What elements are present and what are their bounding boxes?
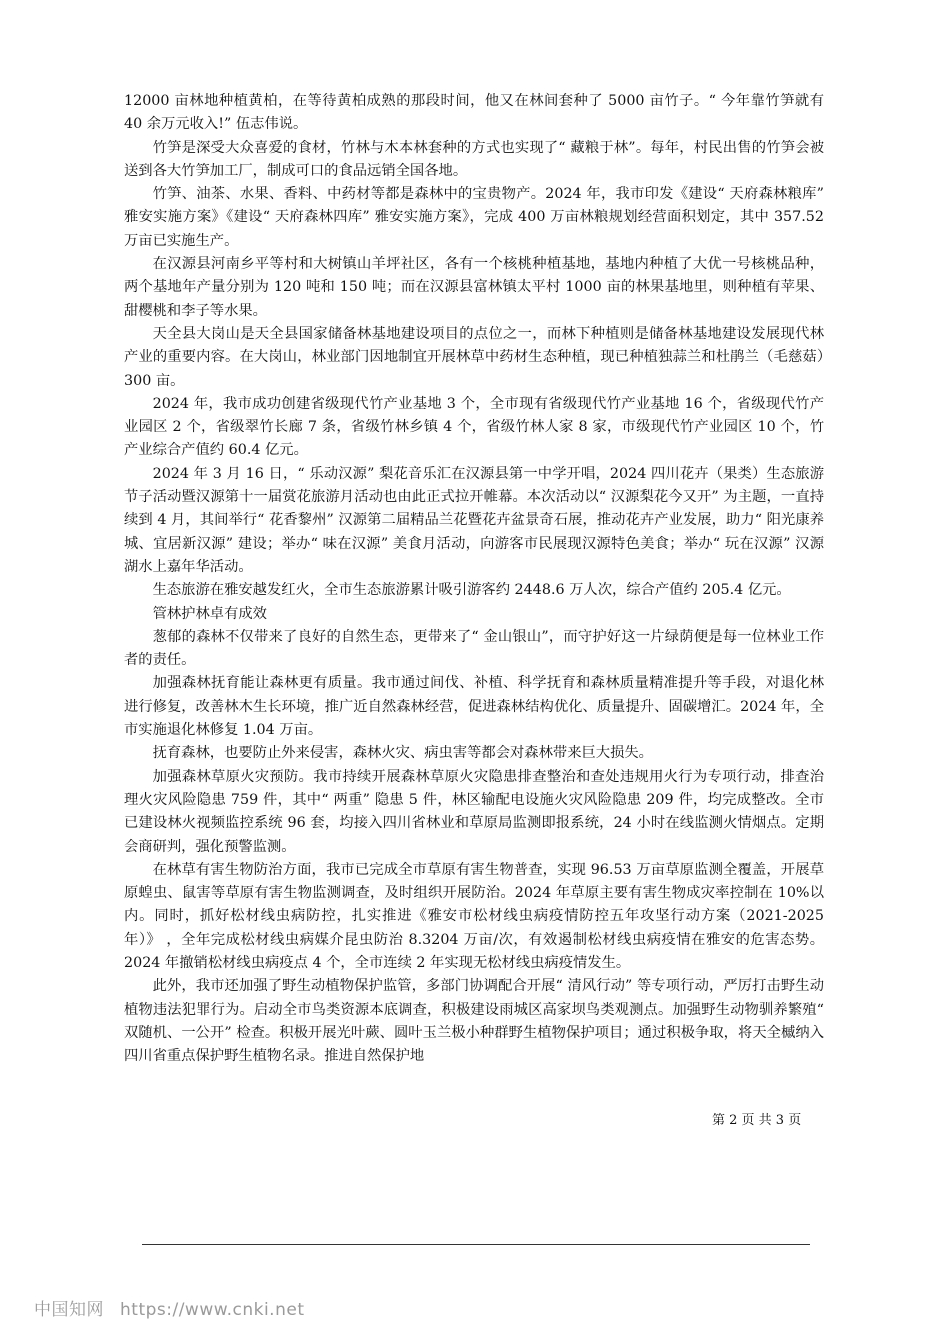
paragraph: 加强森林抚育能让森林更有质量。我市通过间伐、补植、科学抚育和森林质量精准提升等手段，对退化林进行修复，改善林木生长环境，推广近自然森林经营，促进森林结构优化、质量提升、固碳增汇。2024 年，全市实施退化林修复 1.04 万亩。 — [124, 675, 824, 739]
watermark — [34, 1295, 304, 1320]
section-heading: 管林护林卓有成效 — [152, 605, 267, 622]
paragraph: 竹笋、油茶、水果、香料、中药材等都是森林中的宝贵物产。2024 年，我市印发《建设“ 天府森林粮库” 雅安实施方案》《建设“ 天府森林四库” 雅安实施方案》，完成 400 万亩林粮规划经营面积划定，其中 357.52 万亩已实施生产。 — [124, 186, 824, 249]
page-number: 第 2 页 共 3 页 — [712, 1113, 802, 1128]
footer-divider — [142, 1244, 810, 1245]
paragraph: 在汉源县河南乡平等村和大树镇山羊坪社区，各有一个核桃种植基地，基地内种植了大优一号核桃品种，两个基地年产量分别为 120 吨和 150 吨；而在汉源县富林镇太平村 1000 亩的林果基地里，则种植有苹果、甜樱桃和李子等水果。 — [124, 256, 824, 319]
paragraph: 生态旅游在雅安越发红火，全市生态旅游累计吸引游客约 2448.6 万人次，综合产值约 205.4 亿元。 — [152, 582, 791, 599]
paragraph: 此外，我市还加强了野生动植物保护监管，多部门协调配合开展“ 清风行动” 等专项行动，严厉打击野生动植物违法犯罪行为。启动全市鸟类资源本底调查，积极建设雨城区高家坝鸟类观测点。加强野生动物驯养繁殖“ 双随机、一公开” 检查。积极开展光叶蕨、圆叶玉兰极小种群野生植物保护项目；通过积极争取，将天全槭纳入四川省重点保护野生植物名录。推进自然保护地 — [124, 978, 824, 1065]
watermark-brand: 中国知网 — [34, 1300, 104, 1320]
paragraph: 2024 年，我市成功创建省级现代竹产业基地 3 个，全市现有省级现代竹产业基地 16 个，省级现代竹产业园区 2 个，省级翠竹长廊 7 条，省级竹林乡镇 4 个，省级竹林人家 8 家，市级现代竹产业园区 10 个，竹产业综合产值约 60.4 亿元。 — [124, 395, 824, 459]
paragraph: 竹笋是深受大众喜爱的食材，竹林与木本林套种的方式也实现了“ 藏粮于林”。每年，村民出售的竹笋会被送到各大竹笋加工厂，制成可口的食品远销全国各地。 — [124, 139, 824, 179]
paragraph: 天全县大岗山是天全县国家储备林基地建设项目的点位之一，而林下种植则是储备林基地建设发展现代林产业的重要内容。在大岗山，林业部门因地制宜开展林草中药材生态种植，现已种植独蒜兰和杜鹃兰（毛慈菇）300 亩。 — [124, 325, 824, 389]
paragraph: 抚育森林，也要防止外来侵害，森林火灾、病虫害等都会对森林带来巨大损失。 — [152, 745, 653, 762]
paragraph: 2024 年 3 月 16 日，“ 乐动汉源” 梨花音乐汇在汉源县第一中学开唱，2024 四川花卉（果类）生态旅游节子活动暨汉源第十一届赏花旅游月活动也由此正式拉开帷幕。本次活动以“ 汉源梨花今又开” 为主题，一直持续到 4 月，其间举行“ 花香黎州” 汉源第二届精品兰花暨花卉盆景奇石展，推动花卉产业发展，助力“ 阳光康养城、宜居新汉源” 建设；举办“ 味在汉源” 美食月活动，向游客市民展现汉源特色美食；举办“ 玩在汉源” 汉源湖水上嘉年华活动。 — [124, 465, 824, 575]
paragraph: 加强森林草原火灾预防。我市持续开展森林草原火灾隐患排查整治和查处违规用火行为专项行动，排查治理火灾风险隐患 759 件，其中“ 两重” 隐患 5 件，林区输配电设施火灾风险隐患 209 件，均完成整改。全市已建设林火视频监控系统 96 套，均接入四川省林业和草原局监测即报系统，24 小时在线监测火情烟点。定期会商研判，强化预警监测。 — [124, 768, 824, 855]
paragraph: 葱郁的森林不仅带来了良好的自然生态，更带来了“ 金山银山”，而守护好这一片绿荫便是每一位林业工作者的责任。 — [124, 628, 824, 669]
watermark-url: https://www.cnki.net — [120, 1300, 305, 1320]
paragraph: 在林草有害生物防治方面，我市已完成全市草原有害生物普查，实现 96.53 万亩草原监测全覆盖，开展草原蝗虫、鼠害等草原有害生物监测调查，及时组织开展防治。2024 年草原主要有害生物成灾率控制在 10%以内。同时，抓好松材线虫病防控，扎实推进《雅安市松材线虫病疫情防控五年攻坚行动方案（2021-2025 年）》 ，全年完成松材线虫病媒介昆虫防治 8.3204 万亩/次，有效遏制松材线虫病疫情在雅安的危害态势。2024 年撤销松材线虫病疫点 4 个，全市连续 2 年实现无松材线虫病疫情发生。 — [124, 861, 824, 971]
article-body — [124, 90, 824, 1068]
paragraph: 12000 亩林地种植黄柏，在等待黄柏成熟的那段时间，他又在林间套种了 5000 亩竹子。“ 今年靠竹笋就有 40 余万元收入!” 伍志伟说。 — [124, 93, 824, 133]
